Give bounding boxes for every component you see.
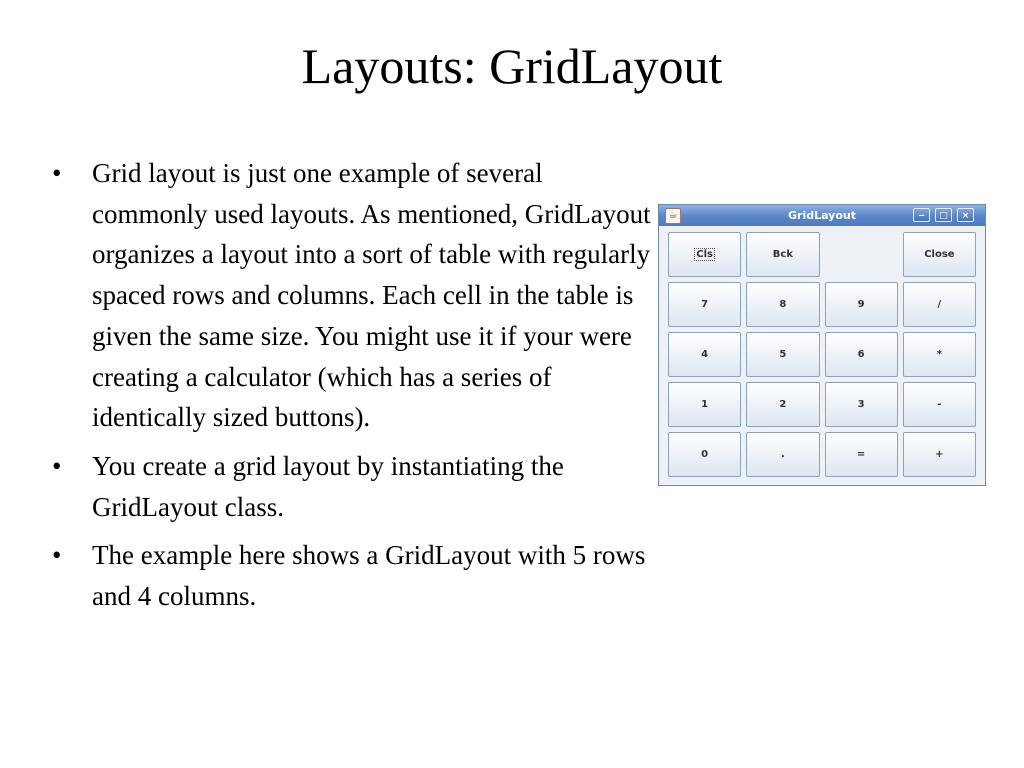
java-cup-icon[interactable]: ☕ (665, 208, 681, 224)
digit-5-button[interactable]: 5 (746, 332, 819, 377)
multiply-button[interactable]: * (903, 332, 976, 377)
close-icon[interactable]: × (957, 208, 974, 222)
digit-4-button[interactable]: 4 (668, 332, 741, 377)
plus-button[interactable]: + (903, 432, 976, 477)
window-titlebar[interactable] (659, 205, 985, 226)
bullet-dot: • (52, 540, 62, 571)
digit-2-button[interactable]: 2 (746, 382, 819, 427)
bullet-text: The example here shows a GridLayout with 5 rows and 4 columns. (92, 540, 646, 612)
minimize-icon[interactable]: ‒ (913, 208, 930, 222)
back-button[interactable]: Bck (746, 232, 819, 277)
bullet-item (52, 535, 652, 616)
digit-9-button[interactable]: 9 (825, 282, 898, 327)
slide-title: Layouts: GridLayout (301, 38, 723, 94)
digit-3-button[interactable]: 3 (825, 382, 898, 427)
gridlayout-window (658, 204, 986, 486)
digit-0-button[interactable]: 0 (668, 432, 741, 477)
bullet-text: You create a grid layout by instantiating the GridLayout class. (92, 450, 564, 522)
maximize-icon[interactable]: □ (935, 208, 952, 222)
close-button[interactable]: Close (903, 232, 976, 277)
bullet-text: Grid layout is just one example of several commonly used layouts. As mentioned, GridLayout organizes a layout into a sort of table with regularly spaced rows and columns. Each cell in the table is given the same size. You might use it if your were creating a calculator (which has a series of identically sized buttons). (92, 158, 651, 433)
window-title: GridLayout (787, 209, 856, 222)
equals-button[interactable]: = (825, 432, 898, 477)
digit-7-button[interactable]: 7 (668, 282, 741, 327)
divide-button[interactable]: / (903, 282, 976, 327)
minus-button[interactable]: - (903, 382, 976, 427)
button-grid (668, 232, 976, 477)
decimal-button[interactable]: . (746, 432, 819, 477)
bullet-dot: • (52, 158, 62, 188)
cls-button[interactable]: Cls (668, 232, 741, 277)
bullet-item (52, 446, 652, 527)
digit-8-button[interactable]: 8 (746, 282, 819, 327)
digit-6-button[interactable]: 6 (825, 332, 898, 377)
empty-cell (825, 232, 898, 277)
digit-1-button[interactable]: 1 (668, 382, 741, 427)
bullet-list (52, 153, 652, 625)
bullet-dot: • (52, 450, 62, 481)
bullet-item (52, 153, 652, 438)
